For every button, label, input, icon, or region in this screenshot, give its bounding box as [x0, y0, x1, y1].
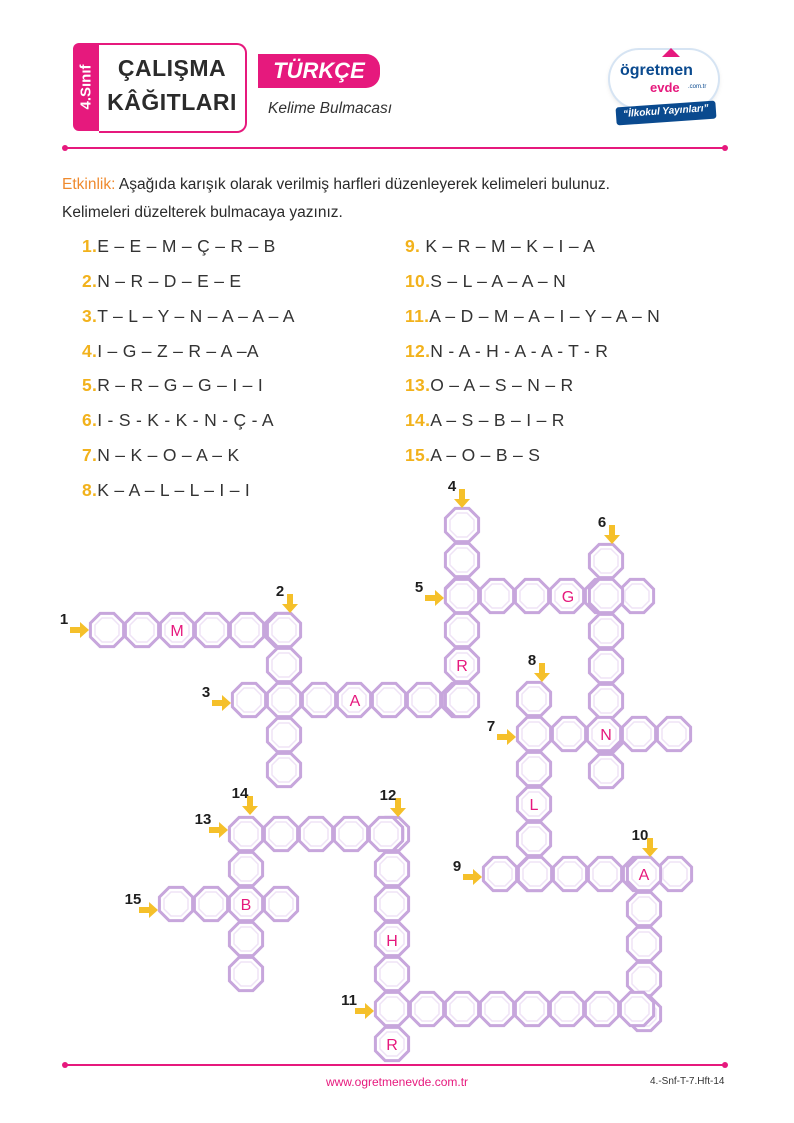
- crossword-cell[interactable]: [375, 992, 408, 1025]
- crossword-cell[interactable]: [267, 718, 300, 751]
- start-number: 2: [275, 583, 285, 600]
- clue-number: 3.: [82, 306, 98, 326]
- clue-number: 6.: [82, 410, 98, 430]
- crossword-cell[interactable]: [588, 857, 621, 890]
- clue-number: 5.: [82, 375, 98, 395]
- clue-letters: S – L – A – A – N: [430, 271, 567, 291]
- clue-number: 2.: [82, 271, 98, 291]
- crossword-cell[interactable]: [194, 887, 227, 920]
- start-arrow-icon: [139, 902, 158, 918]
- divider-dot: [62, 1062, 68, 1068]
- clue-number: 13.: [405, 375, 431, 395]
- crossword-cell[interactable]: [589, 684, 622, 717]
- clue-letters: R – R – G – G – I – I: [97, 375, 264, 395]
- title-line-2: KÂĞITLARI: [107, 89, 237, 115]
- given-letter: B: [240, 897, 252, 914]
- clue-letters: O – A – S – N – R: [430, 375, 574, 395]
- given-letter: M: [170, 623, 184, 640]
- clue-number: 12.: [405, 341, 431, 361]
- start-number: 9: [452, 858, 462, 875]
- given-letter: A: [638, 867, 650, 884]
- given-letter: R: [386, 1037, 398, 1054]
- start-number: 15: [124, 891, 142, 908]
- given-letter: L: [529, 797, 539, 814]
- clue-letters: N - A - H - A - A - T - R: [430, 341, 609, 361]
- crossword-cell[interactable]: [515, 992, 548, 1025]
- crossword-cell[interactable]: [657, 717, 690, 750]
- crossword-cell[interactable]: [585, 992, 618, 1025]
- crossword-cell[interactable]: [229, 957, 262, 990]
- crossword-cell[interactable]: [159, 887, 192, 920]
- crossword-cell[interactable]: [517, 822, 550, 855]
- crossword-cell[interactable]: [267, 648, 300, 681]
- instruction-text-1: Aşağıda karışık olarak verilmiş harfleri düzenleyerek kelimeleri bulunuz.: [115, 176, 610, 193]
- clue-number: 7.: [82, 445, 98, 465]
- logo-brand-suffix: .com.tr: [688, 84, 707, 90]
- crossword-cell[interactable]: [589, 754, 622, 787]
- clue-number: 8.: [82, 480, 98, 500]
- start-number: 12: [379, 787, 397, 804]
- title-line-1: ÇALIŞMA: [117, 55, 227, 81]
- start-arrow-icon: [425, 590, 444, 606]
- start-arrow-icon: [212, 695, 231, 711]
- divider-dot: [722, 1062, 728, 1068]
- crossword-cell[interactable]: [445, 613, 478, 646]
- crossword-cell[interactable]: [445, 992, 478, 1025]
- crossword-cell[interactable]: [375, 887, 408, 920]
- crossword-cell[interactable]: [229, 817, 262, 850]
- clue-letters: I – G – Z – R – A –A: [97, 341, 259, 361]
- start-number: 11: [341, 992, 357, 1009]
- crossword-cell[interactable]: [480, 992, 513, 1025]
- crossword-cell[interactable]: [553, 857, 586, 890]
- start-arrow-icon: [454, 489, 470, 508]
- crossword-cell[interactable]: [622, 717, 655, 750]
- clue-letters: I - S - K - K - N - Ç - A: [97, 410, 274, 430]
- grade-label: 4.Sınıf: [77, 64, 95, 110]
- crossword-cell[interactable]: [627, 927, 660, 960]
- crossword-cell[interactable]: [372, 683, 405, 716]
- given-letter: H: [386, 933, 398, 950]
- crossword-cell[interactable]: [589, 649, 622, 682]
- instruction-line-2: Kelimeleri düzelterek bulmacaya yazınız.: [62, 204, 343, 221]
- crossword-cell[interactable]: [658, 857, 691, 890]
- crossword-cell[interactable]: [445, 543, 478, 576]
- crossword-cell[interactable]: [407, 683, 440, 716]
- crossword-cell[interactable]: [125, 613, 158, 646]
- start-number: 1: [59, 611, 69, 628]
- crossword-cell[interactable]: [517, 682, 550, 715]
- crossword-cell[interactable]: [229, 922, 262, 955]
- clue-letters: N – K – O – A – K: [97, 445, 240, 465]
- start-arrow-icon: [282, 594, 298, 613]
- crossword-cell[interactable]: [445, 683, 478, 716]
- crossword-cell[interactable]: [299, 817, 332, 850]
- crossword-cell[interactable]: [375, 852, 408, 885]
- clue-number: 10.: [405, 271, 431, 291]
- clue-letters: A – S – B – I – R: [430, 410, 565, 430]
- start-number: 8: [527, 652, 537, 669]
- clue-number: 11.: [405, 306, 430, 326]
- subject-label: TÜRKÇE: [273, 58, 365, 83]
- crossword-cell[interactable]: [195, 613, 228, 646]
- start-arrow-icon: [604, 525, 620, 544]
- crossword-cell[interactable]: [375, 957, 408, 990]
- crossword-cell[interactable]: [620, 992, 653, 1025]
- start-number: 13: [194, 811, 212, 828]
- crossword-cell[interactable]: [517, 717, 550, 750]
- start-number: 10: [631, 827, 649, 844]
- crossword-cell[interactable]: [267, 613, 300, 646]
- crossword-cell[interactable]: [267, 753, 300, 786]
- crossword-cell[interactable]: [589, 579, 622, 612]
- crossword-cell[interactable]: [552, 717, 585, 750]
- clue-number: 4.: [82, 341, 98, 361]
- clue-number: 1.: [82, 236, 98, 256]
- start-arrow-icon: [534, 663, 550, 682]
- crossword-cell[interactable]: [483, 857, 516, 890]
- start-number: 3: [201, 684, 211, 701]
- crossword-cell[interactable]: [410, 992, 443, 1025]
- footer-code: 4.-Snf-T-7.Hft-14: [650, 1076, 725, 1087]
- start-number: 7: [486, 718, 496, 735]
- start-number: 14: [231, 785, 249, 802]
- start-arrow-icon: [463, 869, 482, 885]
- crossword-cell[interactable]: [334, 817, 367, 850]
- given-letter: G: [561, 589, 575, 606]
- clue-number: 9.: [405, 236, 421, 256]
- clue-letters: A – O – B – S: [430, 445, 541, 465]
- crossword-cell[interactable]: [517, 752, 550, 785]
- start-arrow-icon: [355, 1003, 374, 1019]
- crossword-cell[interactable]: [90, 613, 123, 646]
- crossword-cell[interactable]: [620, 579, 653, 612]
- start-number: 6: [597, 514, 607, 531]
- start-arrow-icon: [497, 729, 516, 745]
- clue-letters: N – R – D – E – E: [97, 271, 242, 291]
- clue-letters: A – D – M – A – I – Y – A – N: [429, 306, 661, 326]
- given-letter: N: [600, 727, 612, 744]
- crossword-cell[interactable]: [589, 614, 622, 647]
- given-letter: R: [456, 658, 468, 675]
- crossword-cell[interactable]: [589, 544, 622, 577]
- crossword-cell[interactable]: [518, 857, 551, 890]
- logo-brand-top: ögretmen: [620, 62, 693, 79]
- crossword-cell[interactable]: [627, 962, 660, 995]
- footer-url[interactable]: www.ogretmenevde.com.tr: [325, 1075, 469, 1089]
- start-arrow-icon: [70, 622, 89, 638]
- crossword-cell[interactable]: [445, 579, 478, 612]
- instruction-label: Etkinlik:: [62, 176, 116, 193]
- logo-ribbon-text: “İlkokul Yayınları”: [622, 103, 709, 120]
- start-arrow-icon: [209, 822, 228, 838]
- start-number: 5: [414, 579, 424, 596]
- crossword-cell[interactable]: [445, 508, 478, 541]
- clue-number: 14.: [405, 410, 431, 430]
- crossword-cell[interactable]: [229, 852, 262, 885]
- crossword-cell[interactable]: [264, 887, 297, 920]
- clue-number: 15.: [405, 445, 431, 465]
- given-letter: A: [349, 693, 361, 710]
- clue-letters: T – L – Y – N – A – A – A: [97, 306, 295, 326]
- crossword-cell[interactable]: [627, 892, 660, 925]
- crossword-cell[interactable]: [550, 992, 583, 1025]
- logo-brand-bottom: evde: [650, 80, 680, 95]
- crossword-cell[interactable]: [267, 683, 300, 716]
- crossword-cell[interactable]: [515, 579, 548, 612]
- footer-divider: [66, 1064, 724, 1066]
- clue-letters: E – E – M – Ç – R – B: [97, 236, 276, 256]
- clue-letters: K – R – M – K – I – A: [420, 236, 596, 256]
- crossword-cell[interactable]: [369, 817, 402, 850]
- crossword-cell[interactable]: [480, 579, 513, 612]
- crossword-cell[interactable]: [302, 683, 335, 716]
- crossword-cell[interactable]: [264, 817, 297, 850]
- crossword-cell[interactable]: [232, 683, 265, 716]
- crossword-cell[interactable]: [230, 613, 263, 646]
- clue-letters: K – A – L – L – I – I: [97, 480, 251, 500]
- subtitle: Kelime Bulmacası: [268, 100, 393, 117]
- start-number: 4: [447, 478, 457, 495]
